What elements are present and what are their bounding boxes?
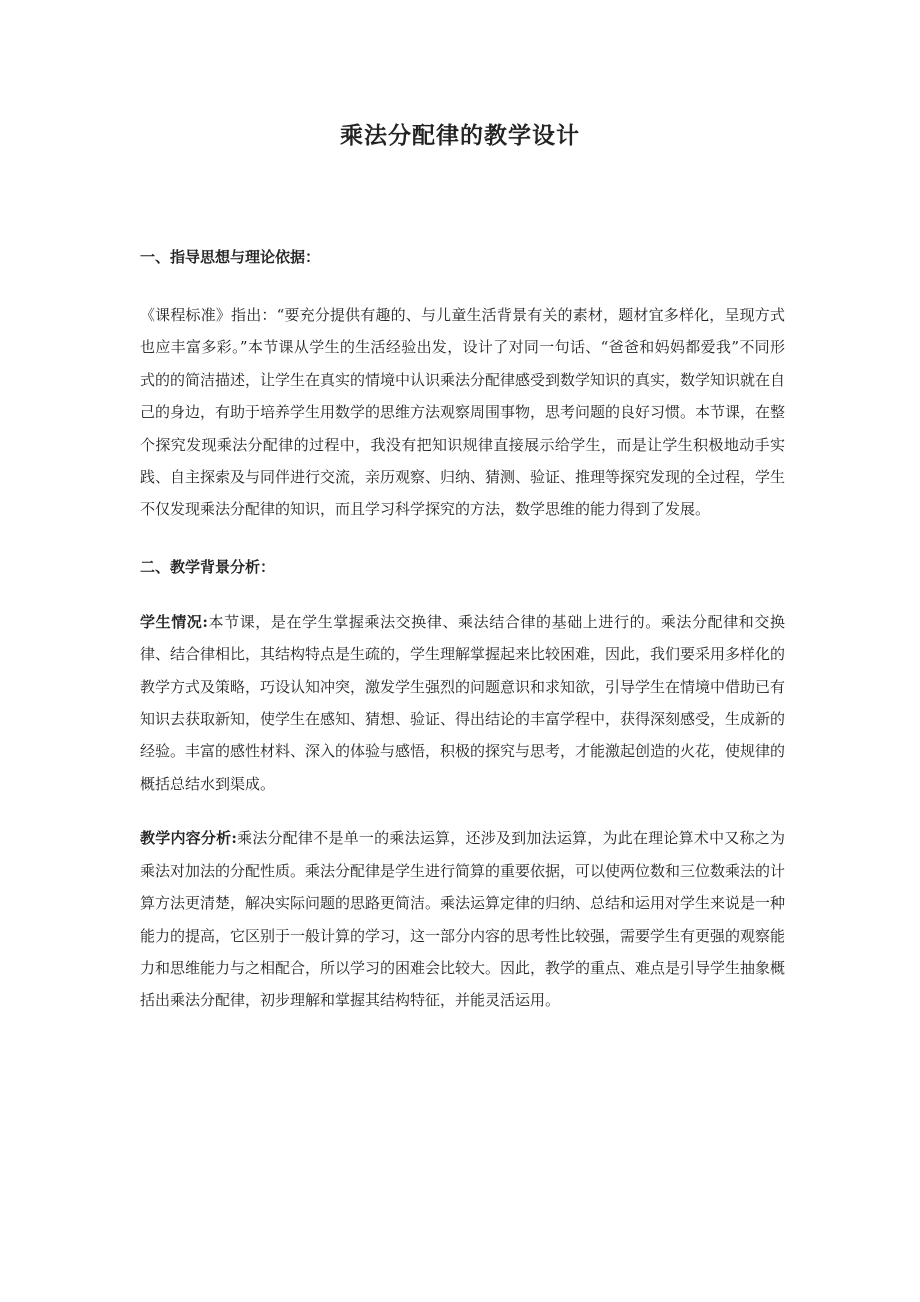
paragraph-lead-label: 学生情况:: [140, 612, 208, 631]
paragraph-text: 《课程标准》指出：“要充分提供有趣的、与儿童生活背景有关的素材，题材宜多样化，呈现方式也应丰富多彩。”本节课从学生的生活经验出发，设计了对同一句话、“爸爸和妈妈都爱我”不同形式的的简洁描述，让学生在真实的情境中认识乘法分配律感受到数学知识的真实，数学知识就在自己的身边，有助于培养学生用数学的思维方法观察周围事物，思考问题的良好习惯。本节课，在整个探究发现乘法分配律的过程中，我没有把知识规律直接展示给学生，而是让学生积极地动手实践、自主探索及与同伴进行交流，亲历观察、归纳、猜测、验证、推理等探究发现的全过程，学生不仅发现乘法分配律的知识，而且学习科学探究的方法，数学思维的能力得到了发展。: [140, 306, 786, 519]
section-heading-guiding-ideas: 一、指导思想与理论依据：: [140, 248, 321, 266]
paragraph-text: 本节课，是在学生掌握乘法交换律、乘法结合律的基础上进行的。乘法分配律和交换律、结合律相比，其结构特点是生疏的，学生理解掌握起来比较困难，因此，我们要采用多样化的教学方式及策略，巧设认知冲突，激发学生强烈的问题意识和求知欲，引导学生在情境中借助已有知识去获取新知，使学生在感知、猜想、验证、得出结论的丰富学程中，获得深刻感受，生成新的经验。丰富的感性材料、深入的体验与感悟，积极的探究与思考，才能激起创造的火花，使规律的概括总结水到渠成。: [140, 612, 786, 793]
paragraph-content-analysis: [140, 822, 785, 1016]
document-title: 乘法分配律的教学设计: [340, 122, 580, 149]
document-body: [140, 242, 785, 1017]
paragraph-student-situation: [140, 606, 785, 800]
section-heading-teaching-background: 二、教学背景分析：: [140, 557, 276, 576]
paragraph-text: 乘法分配律不是单一的乘法运算，还涉及到加法运算，为此在理论算术中又称之为乘法对加法的分配性质。乘法分配律是学生进行简算的重要依据，可以使两位数和三位数乘法的计算方法更清楚，解决实际问题的思路更简洁。乘法运算定律的归纳、总结和运用对学生来说是一种能力的提高，它区别于一般计算的学习，这一部分内容的思考性比较强，需要学生有更强的观察能力和思维能力与之相配合，所以学习的困难会比较大。因此，教学的重点、难点是引导学生抽象概括出乘法分配律，初步理解和掌握其结构特征，并能灵活运用。: [140, 829, 786, 1010]
paragraph-lead-label: 教学内容分析:: [140, 829, 237, 848]
paragraph-curriculum-standard: [140, 299, 785, 526]
